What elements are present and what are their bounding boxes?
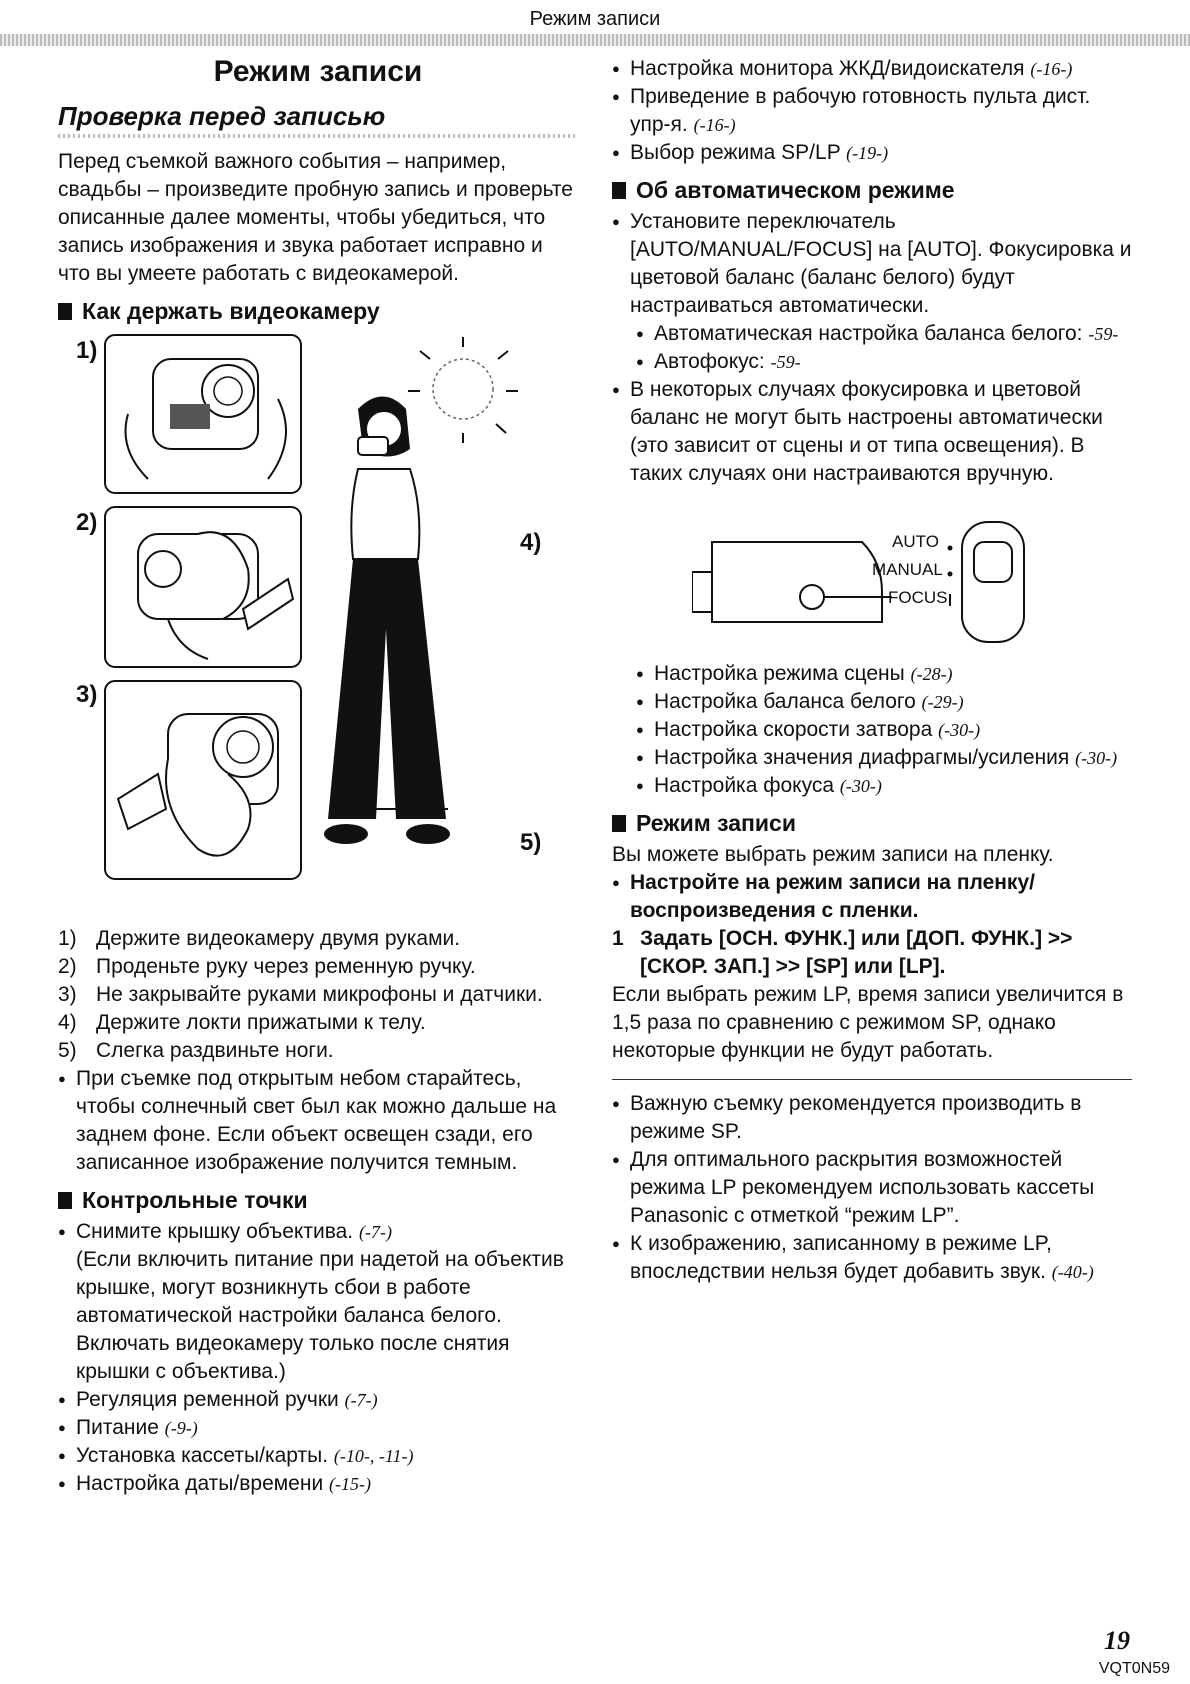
switch-label-manual: MANUAL [872, 560, 943, 579]
figure-label-5: 5) [520, 829, 542, 856]
list-item: 2) Проденьте руку через ременную ручку. [58, 955, 476, 978]
hold-heading-text: Как держать видеокамеру [82, 298, 380, 324]
list-item: ● Питание (-9-) [58, 1414, 578, 1442]
auto-list [612, 208, 1132, 320]
list-item: ● Для оптимального раскрытия возможностей режима LP рекомендуем использовать кассеты Panasonic с отметкой “режим LP”. [612, 1146, 1132, 1230]
list-item: ● К изображению, записанному в режиме LP, впоследствии нельзя будет добавить звук. (-40-) [612, 1230, 1132, 1286]
heading-square-icon [612, 182, 626, 199]
running-header: Режим записи [529, 8, 661, 30]
hold-heading [58, 298, 578, 325]
list-item: ● Настройка скорости затвора (-30-) [636, 716, 1132, 744]
figure-2-strap-hand-icon [105, 507, 301, 667]
auto-list-2 [612, 376, 1132, 488]
page-ref: (-19-) [846, 143, 889, 163]
switch-label-auto: AUTO [892, 532, 939, 551]
page-ref: (-40-) [1051, 1262, 1094, 1282]
notes-list [612, 1090, 1132, 1286]
figure-1-camera-two-hands-icon [105, 335, 301, 493]
list-item: ● Автоматическая настройка баланса белого: -59- [636, 320, 1132, 348]
page-ref: -59- [1088, 324, 1119, 344]
page-ref: (-28-) [910, 664, 953, 684]
page-ref: (-16-) [693, 115, 736, 135]
list-item: ● Настройка монитора ЖКД/видоискателя (-16-) [612, 55, 1132, 83]
list-item: ● Настройка режима сцены (-28-) [636, 660, 1132, 688]
check-heading [58, 1187, 578, 1214]
list-item: ● В некоторых случаях фокусировка и цветовой баланс не могут быть настроены автоматически (это зависит от сцены и от типа освещения). В таких случаях они настраиваются вручную. [612, 376, 1132, 488]
left-column [58, 55, 578, 1498]
check-list-more [58, 1386, 578, 1498]
page-ref: (-10-, -11-) [333, 1446, 414, 1466]
page-ref: (-30-) [938, 720, 981, 740]
page-ref: (-9-) [164, 1418, 198, 1438]
rec-heading [612, 810, 1132, 837]
rec-bold-list [612, 869, 1132, 925]
heading-square-icon [612, 815, 626, 832]
auto-heading-text: Об автоматическом режиме [636, 177, 955, 203]
list-item: 4) Держите локти прижатыми к телу. [58, 1011, 426, 1034]
list-item: ● Настройка даты/времени (-15-) [58, 1470, 578, 1498]
auto-sublist [612, 320, 1132, 376]
page-ref: (-30-) [839, 776, 882, 796]
camera-switch-icon [692, 502, 1032, 652]
check-note: (Если включить питание при надетой на объектив крышке, могут возникнуть сбои в работе автоматической настройки баланса белого. Включать видеокамеру только после снятия крышки с объектива.) [76, 1248, 564, 1383]
list-item: ● Важную съемку рекомендуется производить в режиме SP. [612, 1090, 1132, 1146]
standing-woman-icon [324, 397, 450, 845]
page-ref: (-15-) [329, 1474, 372, 1494]
page-number: 19 [1104, 1626, 1130, 1655]
list-item: ● Настройка значения диафрагмы/усиления (-30-) [636, 744, 1132, 772]
auto-heading [612, 177, 1132, 204]
figure-label-2: 2) [76, 509, 98, 536]
holding-illustration [58, 329, 578, 919]
page-ref: (-7-) [344, 1390, 378, 1410]
page-title: Режим записи [213, 55, 423, 88]
list-item: ● Установите переключатель [AUTO/MANUAL/FOCUS] на [AUTO]. Фокусировка и цветовой баланс (баланс белого) будут настраиваться автоматически. [612, 208, 1132, 320]
list-item: 3) Не закрывайте руками микрофоны и датчики. [58, 983, 543, 1006]
list-item: ● Снимите крышку объектива. (-7-) [58, 1218, 578, 1246]
page-ref: (-30-) [1075, 748, 1118, 768]
rec-paragraph: Если выбрать режим LP, время записи увеличится в 1,5 раза по сравнению с режимом SP, однако некоторые функции не будут работать. [612, 983, 1124, 1062]
manual-list [612, 660, 1132, 800]
dotted-rule [58, 134, 578, 138]
sun-note: ● При съемке под открытым небом старайтесь, чтобы солнечный свет был как можно дальше на заднем фоне. Если объект освещен сзади, его записанное изображение получится темным. [58, 1065, 578, 1177]
top-list [612, 55, 1132, 167]
check-list [58, 1218, 578, 1246]
hold-steps-list [58, 925, 578, 1065]
step-1: 1 Задать [ОСН. ФУНК.] или [ДОП. ФУНК.] >> [СКОР. ЗАП.] >> [SP] или [LP]. [612, 927, 1073, 978]
page-ref: (-29-) [921, 692, 964, 712]
heading-square-icon [58, 303, 72, 320]
switch-label-focus: FOCUS [888, 588, 948, 607]
list-item: 5) Слегка раздвиньте ноги. [58, 1039, 334, 1062]
section-subtitle: Проверка перед записью [58, 101, 386, 131]
holding-illustration-svg [58, 329, 578, 919]
intro-paragraph: Перед съемкой важного события – например, свадьбы – произведите пробную запись и проверьте описанные далее моменты, чтобы убедиться, что запись изображения и звука работает исправно и что вы умеете работать с видеокамерой. [58, 150, 573, 285]
list-item: 1) Держите видеокамеру двумя руками. [58, 927, 461, 950]
auto-manual-switch-illustration [692, 502, 1132, 652]
figure-3-hand-sensor-icon [105, 681, 301, 879]
page-ref: (-7-) [359, 1222, 392, 1242]
figure-label-4: 4) [520, 529, 542, 556]
figure-label-1: 1) [76, 337, 98, 364]
page-ref: (-16-) [1030, 59, 1073, 79]
header-rule [0, 34, 1190, 46]
page-ref: -59- [770, 352, 801, 372]
sun-icon [408, 337, 518, 443]
figure-label-3: 3) [76, 681, 98, 708]
model-code: VQT0N59 [1098, 1660, 1170, 1677]
list-item: ● Автофокус: -59- [636, 348, 1132, 376]
list-item: ● Регуляция ременной ручки (-7-) [58, 1386, 578, 1414]
rec-heading-text: Режим записи [636, 810, 796, 836]
right-column [612, 55, 1132, 1286]
list-item: ● Настройте на режим записи на пленку/ воспроизведения с пленки. [612, 869, 1132, 925]
list-item: ● Выбор режима SP/LP (-19-) [612, 139, 1132, 167]
sun-note-list [58, 1065, 578, 1177]
list-item: ● Настройка фокуса (-30-) [636, 772, 1132, 800]
divider [612, 1079, 1132, 1080]
list-item: ● Установка кассеты/карты. (-10-, -11-) [58, 1442, 578, 1470]
heading-square-icon [58, 1192, 72, 1209]
list-item: ● Приведение в рабочую готовность пульта дист. упр-я. (-16-) [612, 83, 1132, 139]
list-item: ● Настройка баланса белого (-29-) [636, 688, 1132, 716]
check-heading-text: Контрольные точки [82, 1187, 308, 1213]
rec-intro: Вы можете выбрать режим записи на пленку. [612, 843, 1054, 866]
